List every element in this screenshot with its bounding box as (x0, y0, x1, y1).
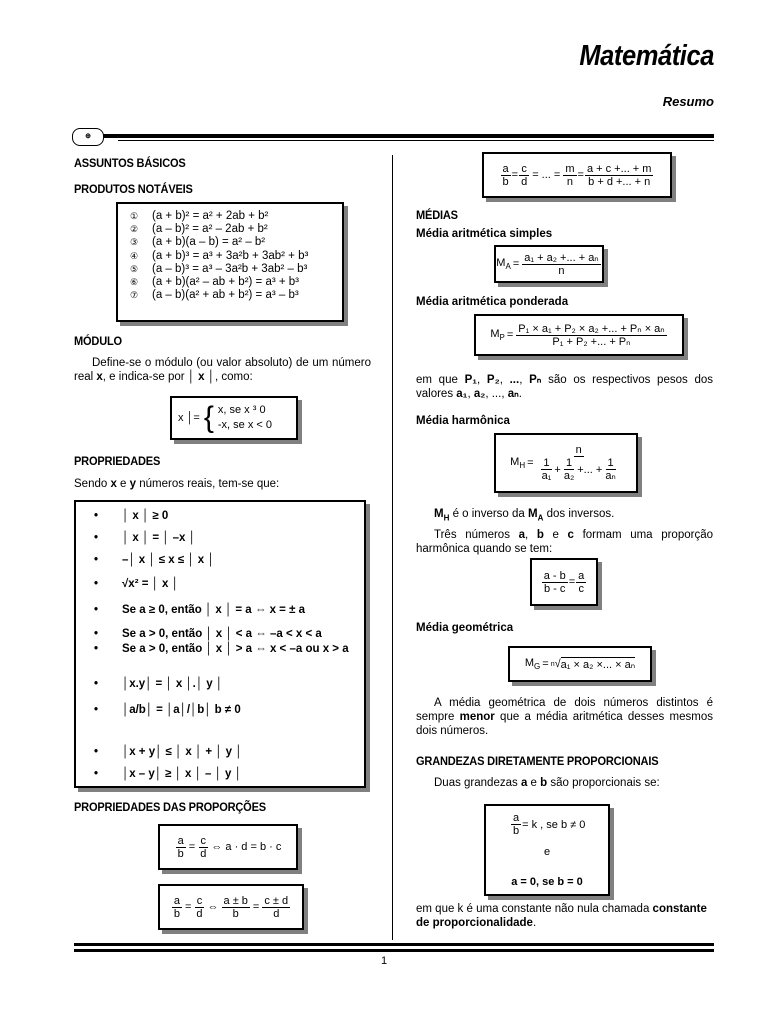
produto-item (130, 263, 342, 276)
mp-sub: P (499, 333, 505, 343)
proporcao-soma-box: $\frac{a}{b}$ = $\frac{c}{d}$ = ... = $\frac{m}{n}$ = $\frac{a + c +... + m}{b + d +... + n}$ (482, 152, 672, 198)
propriedade-text: Se a > 0, então │ x │ < a ⇔ –a < x < a (122, 628, 322, 640)
heading-modulo: MÓDULO (74, 334, 122, 348)
media-geometrica-box: $M_G$ = n √ a₁ × a₂ ×... × aₙ (508, 646, 652, 682)
propriedade-text: √x² = │ x │ (122, 578, 179, 590)
grandezas-box: $\frac{a}{b}$ = k , se b ≠ 0 e a = 0, se b = 0 (484, 804, 610, 896)
heading-propriedades: PROPRIEDADES (74, 454, 161, 468)
mp-den: P₁ + P₂ +... + Pₙ (552, 335, 631, 348)
sub-harmonica: Média harmônica (416, 415, 510, 427)
propriedade-text: │x – y│ ≥ │ x │ – │ y │ (122, 768, 242, 780)
header-rule-thin (118, 140, 714, 141)
grandezas-text: Duas grandezas a e b são proporcionais se: (434, 777, 660, 789)
media-harmonica-box: $M_H$ = n $\frac{1}{\text{a₁}}$ + $\frac{1}{\text{a₂}}$ +... + $\frac{1}{\text{aₙ}}$ (494, 433, 638, 493)
bullet-icon: • (94, 704, 99, 716)
grand-e: e (543, 846, 551, 858)
produto-number: ② (130, 224, 139, 235)
heading-proporcoes: PROPRIEDADES DAS PROPORÇÕES (74, 800, 266, 814)
heading-assuntos: ASSUNTOS BÁSICOS (74, 156, 186, 170)
mg-sub: G (534, 662, 541, 672)
mp-lhs: M (490, 327, 500, 340)
produtos-box (116, 202, 344, 322)
mg-expr: a₁ × a₂ ×... × aₙ (560, 659, 636, 671)
modulo-case-2: -x, se x < 0 (217, 419, 272, 431)
mp-num: P₁ × a₁ + P₂ × a₂ +... + Pₙ × aₙ (518, 322, 665, 335)
propriedade-text: │ x │ ≥ 0 (122, 510, 169, 522)
harm-n2: a (578, 569, 585, 582)
produto-item (130, 210, 342, 223)
mh-text: $M_H$ é o inverso da $M_A$ dos inversos. (434, 508, 615, 523)
propriedade-item (94, 578, 360, 590)
produtos-list (118, 204, 342, 302)
sub-aritmetica: Média aritmética simples (416, 228, 553, 240)
bullet-icon: • (94, 510, 99, 522)
modulo-text: Define-se o módulo (ou valor absoluto) de um número real x, e indica-se por │ x │, como: (74, 357, 371, 383)
propriedade-item (94, 628, 360, 640)
produto-number: ③ (130, 237, 139, 248)
prop1-b: b (177, 847, 184, 860)
produto-item (130, 289, 342, 302)
top-formula-den: b + d +... + n (588, 175, 651, 188)
propriedade-text: Se a > 0, então │ x │ > a ⇔ x < –a ou x > a (122, 643, 349, 655)
propriedade-text: │x + y│ ≤ │ x │ + │ y │ (122, 746, 243, 758)
propriedades-box (74, 500, 366, 788)
propriedade-text: –│ x │ ≤ x ≤ │ x │ (122, 554, 215, 566)
produto-expr: (a + b)(a – b) = a² – b² (152, 236, 266, 249)
media-aritmetica-box: $M_A$ = $\frac{\text{a₁ + a₂ +... + aₙ}}{n}$ (494, 245, 604, 283)
ma-sub: A (505, 262, 511, 272)
ma-lhs: M (496, 256, 506, 269)
produto-item (130, 250, 342, 263)
proporcao-box-2: $\frac{a}{b}$ = $\frac{c}{d}$ ⇔ $\frac{a \pm b}{b}$ = $\frac{c \pm d}{d}$ (158, 884, 304, 930)
prop2-n1: a ± b (223, 894, 248, 907)
top-formula-num: a + c +... + m (586, 162, 652, 175)
produto-item (130, 276, 342, 289)
ma-den: n (558, 264, 565, 277)
header-rule (74, 134, 714, 138)
modulo-definition-box (170, 396, 298, 440)
propriedade-item (94, 643, 360, 655)
heading-grandezas: GRANDEZAS DIRETAMENTE PROPORCIONAIS (416, 754, 659, 768)
page-subtitle: Resumo (662, 94, 714, 109)
sub-geometrica: Média geométrica (416, 622, 514, 634)
sub-ponderada: Média aritmética ponderada (416, 296, 569, 308)
root-icon: √ (554, 658, 561, 670)
prop1-rhs: ⇔ a · d = b · c (211, 841, 282, 853)
produto-number: ⑦ (130, 290, 139, 301)
heading-produtos: PRODUTOS NOTÁVEIS (74, 182, 193, 196)
produto-item (130, 236, 342, 249)
harm-d1: b - c (544, 582, 566, 595)
proporcao-harmonica-box: $\frac{a - b}{b - c}$ = $\frac{a}{c}$ (530, 558, 598, 606)
proporcao-box-1: $\frac{a}{b}$ = $\frac{c}{d}$ ⇔ a · d = b · c (158, 824, 298, 870)
bullet-icon: • (94, 578, 99, 590)
produto-expr: (a + b)³ = a³ + 3a²b + 3ab² + b³ (152, 249, 309, 262)
propriedade-item (94, 604, 360, 616)
pesos-text: em que P₁, P₂, ..., Pₙ são os respectivos pesos dos valores a₁, a₂, ..., aₙ. (416, 374, 713, 400)
bullet-icon: • (94, 604, 99, 616)
bullet-icon: • (94, 678, 99, 690)
footer-rule-1 (74, 943, 714, 946)
tres-numeros-text: Três números a, b e c formam uma proporção harmônica quando se tem: (416, 529, 713, 555)
produto-number: ⑥ (130, 277, 139, 288)
footer-rule-2 (74, 949, 714, 952)
ma-num: a₁ + a₂ +... + aₙ (524, 251, 599, 264)
produto-number: ④ (130, 250, 139, 261)
produto-number: ① (130, 211, 139, 221)
mh-num: n (575, 444, 582, 456)
produto-expr: (a – b)³ = a³ – 3a²b + 3ab² – b³ (152, 262, 308, 275)
propriedades-intro: Sendo x e y números reais, tem-se que: (74, 478, 280, 490)
mh-lhs: M (510, 455, 520, 468)
produto-expr: (a – b)(a² + ab + b²) = a³ – b³ (152, 289, 299, 302)
propriedade-item (94, 768, 360, 780)
publisher-logo: ⊕ (72, 128, 104, 146)
propriedade-item (94, 746, 360, 758)
harm-n1: a - b (543, 569, 566, 582)
grand-line1: = k , se b ≠ 0 (522, 818, 586, 831)
propriedade-text: │x.y│ = │ x │.│ y │ (122, 678, 223, 690)
bullet-icon: • (94, 643, 99, 655)
bullet-icon: • (94, 628, 99, 640)
bullet-icon: • (94, 532, 99, 544)
propriedade-item (94, 678, 360, 690)
harm-d2: c (578, 582, 584, 595)
produto-expr: (a – b)² = a² – 2ab + b² (152, 223, 268, 236)
prop1-c: c (200, 834, 207, 847)
mg-text: A média geométrica de dois números distintos é sempre menor que a média aritmética desses mesmos dois números. (416, 697, 714, 737)
grand-line3: a = 0, se b = 0 (511, 876, 583, 888)
propriedade-text: │ x │ = │ –x │ (122, 532, 196, 544)
propriedade-item (94, 554, 360, 566)
propriedade-item (94, 510, 360, 522)
modulo-case-1: x, se x ³ 0 (217, 404, 266, 416)
produto-item (130, 223, 342, 236)
propriedade-text: │a/b│ = │a│/│b│ b ≠ 0 (122, 704, 241, 716)
bullet-icon: • (94, 746, 99, 758)
prop2-d1: b (232, 907, 239, 920)
bullet-icon: • (94, 554, 99, 566)
page-number: 1 (380, 955, 388, 967)
prop1-d: d (200, 847, 207, 860)
modulo-lhs: x │= (178, 412, 200, 424)
constante-text: em que k é uma constante não nula chamada constante de proporcionalidade. (416, 903, 707, 929)
propriedade-text: Se a ≥ 0, então │ x │ = a ⇔ x = ± a (122, 604, 305, 616)
media-ponderada-box: $M_P$ = $\frac{\text{P₁ × a₁ + P₂ × a₂ +... + Pₙ × aₙ}}{\text{P₁ + P₂ +... + Pₙ}}$ (474, 314, 684, 356)
heading-medias: MÉDIAS (416, 208, 458, 222)
produto-expr: (a + b)² = a² + 2ab + b² (152, 210, 269, 222)
produto-number: ⑤ (130, 263, 139, 274)
prop2-n2: c ± d (264, 894, 289, 907)
propriedade-item (94, 532, 360, 544)
prop1-a: a (177, 834, 184, 847)
prop2-d2: d (273, 907, 280, 920)
produto-expr: (a + b)(a² – ab + b²) = a³ + b³ (152, 276, 300, 289)
bullet-icon: • (94, 768, 99, 780)
brace-icon: { (203, 401, 214, 434)
propriedade-item (94, 704, 360, 716)
mg-lhs: M (524, 656, 535, 669)
column-divider (392, 155, 393, 940)
page-title: Matemática (579, 40, 714, 72)
mh-sub: H (519, 461, 526, 471)
